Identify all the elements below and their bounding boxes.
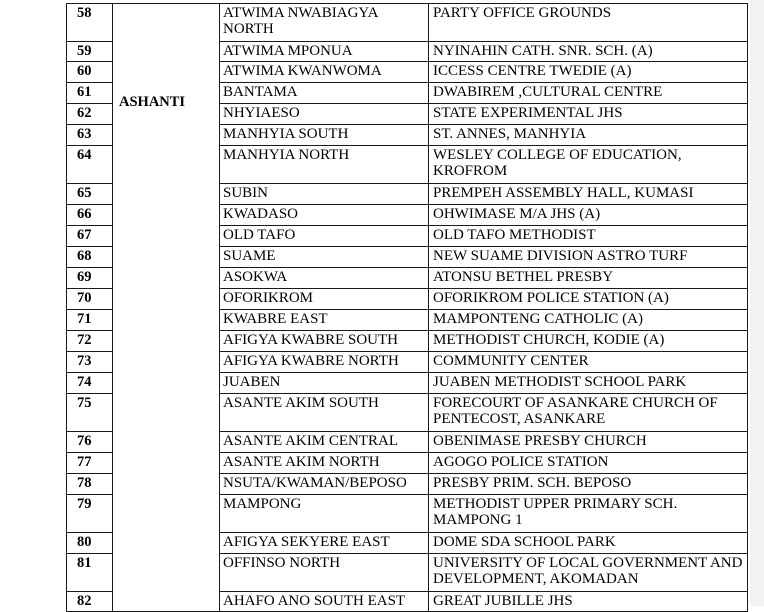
row-number: 68 <box>67 247 113 268</box>
constituency-cell: BANTAMA <box>220 83 429 104</box>
constituency-cell: MANHYIA SOUTH <box>220 125 429 146</box>
row-number: 63 <box>67 125 113 146</box>
constituency-cell: ASANTE AKIM SOUTH <box>220 394 429 432</box>
collation-center-cell: FORECOURT OF ASANKARE CHURCH OF PENTECOST, ASANKARE <box>429 394 748 432</box>
constituency-cell: ASANTE AKIM CENTRAL <box>220 432 429 453</box>
collation-center-cell: METHODIST CHURCH, KODIE (A) <box>429 331 748 352</box>
row-number: 70 <box>67 289 113 310</box>
collation-center-cell: COMMUNITY CENTER <box>429 352 748 373</box>
row-number: 71 <box>67 310 113 331</box>
collation-center-cell: UNIVERSITY OF LOCAL GOVERNMENT AND DEVELOPMENT, AKOMADAN <box>429 554 748 592</box>
row-number: 69 <box>67 268 113 289</box>
collation-center-cell: STATE EXPERIMENTAL JHS <box>429 104 748 125</box>
constituency-cell: SUAME <box>220 247 429 268</box>
constituency-cell: OFORIKROM <box>220 289 429 310</box>
constituency-cell: ATWIMA MPONUA <box>220 42 429 62</box>
constituency-cell: AFIGYA SEKYERE EAST <box>220 533 429 554</box>
collation-center-cell: DOME SDA SCHOOL PARK <box>429 533 748 554</box>
row-number: 67 <box>67 226 113 247</box>
constituency-cell: ATWIMA NWABIAGYA NORTH <box>220 4 429 42</box>
constituency-cell: AFIGYA KWABRE SOUTH <box>220 331 429 352</box>
collation-center-cell: PRESBY PRIM. SCH. BEPOSO <box>429 474 748 495</box>
constituency-cell: NHYIAESO <box>220 104 429 125</box>
constituency-cell: AFIGYA KWABRE NORTH <box>220 352 429 373</box>
row-number: 77 <box>67 453 113 474</box>
row-number: 82 <box>67 592 113 612</box>
constituency-cell: AHAFO ANO SOUTH EAST <box>220 592 429 612</box>
row-number: 73 <box>67 352 113 373</box>
row-number: 58 <box>67 4 113 42</box>
collation-centers-table <box>66 3 748 612</box>
collation-center-cell: WESLEY COLLEGE OF EDUCATION, KROFROM <box>429 146 748 184</box>
row-number: 62 <box>67 104 113 125</box>
collation-center-cell: JUABEN METHODIST SCHOOL PARK <box>429 373 748 394</box>
collation-center-cell: ST. ANNES, MANHYIA <box>429 125 748 146</box>
constituency-cell: KWADASO <box>220 205 429 226</box>
collation-center-cell: ATONSU BETHEL PRESBY <box>429 268 748 289</box>
constituency-cell: ASANTE AKIM NORTH <box>220 453 429 474</box>
constituency-cell: JUABEN <box>220 373 429 394</box>
row-number: 76 <box>67 432 113 453</box>
collation-center-cell: AGOGO POLICE STATION <box>429 453 748 474</box>
region-cell: ASHANTI <box>113 4 220 612</box>
constituency-cell: KWABRE EAST <box>220 310 429 331</box>
row-number: 80 <box>67 533 113 554</box>
row-number: 75 <box>67 394 113 432</box>
collation-center-cell: METHODIST UPPER PRIMARY SCH. MAMPONG 1 <box>429 495 748 533</box>
row-number: 74 <box>67 373 113 394</box>
collation-center-cell: ICCESS CENTRE TWEDIE (A) <box>429 62 748 83</box>
constituency-cell: ATWIMA KWANWOMA <box>220 62 429 83</box>
row-number: 59 <box>67 42 113 62</box>
collation-center-cell: PARTY OFFICE GROUNDS <box>429 4 748 42</box>
row-number: 64 <box>67 146 113 184</box>
row-number: 60 <box>67 62 113 83</box>
constituency-cell: SUBIN <box>220 184 429 205</box>
collation-center-cell: OHWIMASE M/A JHS (A) <box>429 205 748 226</box>
constituency-cell: MAMPONG <box>220 495 429 533</box>
row-number: 81 <box>67 554 113 592</box>
table-body <box>67 4 748 612</box>
constituency-cell: OLD TAFO <box>220 226 429 247</box>
table-row <box>67 4 748 42</box>
constituency-cell: ASOKWA <box>220 268 429 289</box>
collation-center-cell: DWABIREM ,CULTURAL CENTRE <box>429 83 748 104</box>
constituency-cell: NSUTA/KWAMAN/BEPOSO <box>220 474 429 495</box>
collation-center-cell: NEW SUAME DIVISION ASTRO TURF <box>429 247 748 268</box>
row-number: 78 <box>67 474 113 495</box>
collation-center-cell: OFORIKROM POLICE STATION (A) <box>429 289 748 310</box>
collation-center-cell: PREMPEH ASSEMBLY HALL, KUMASI <box>429 184 748 205</box>
collation-center-cell: GREAT JUBILLE JHS <box>429 592 748 612</box>
collation-center-cell: OLD TAFO METHODIST <box>429 226 748 247</box>
scroll-gutter <box>750 0 764 606</box>
row-number: 79 <box>67 495 113 533</box>
constituency-cell: OFFINSO NORTH <box>220 554 429 592</box>
row-number: 66 <box>67 205 113 226</box>
row-number: 72 <box>67 331 113 352</box>
collation-center-cell: OBENIMASE PRESBY CHURCH <box>429 432 748 453</box>
row-number: 61 <box>67 83 113 104</box>
row-number: 65 <box>67 184 113 205</box>
collation-center-cell: NYINAHIN CATH. SNR. SCH. (A) <box>429 42 748 62</box>
constituency-cell: MANHYIA NORTH <box>220 146 429 184</box>
collation-center-cell: MAMPONTENG CATHOLIC (A) <box>429 310 748 331</box>
